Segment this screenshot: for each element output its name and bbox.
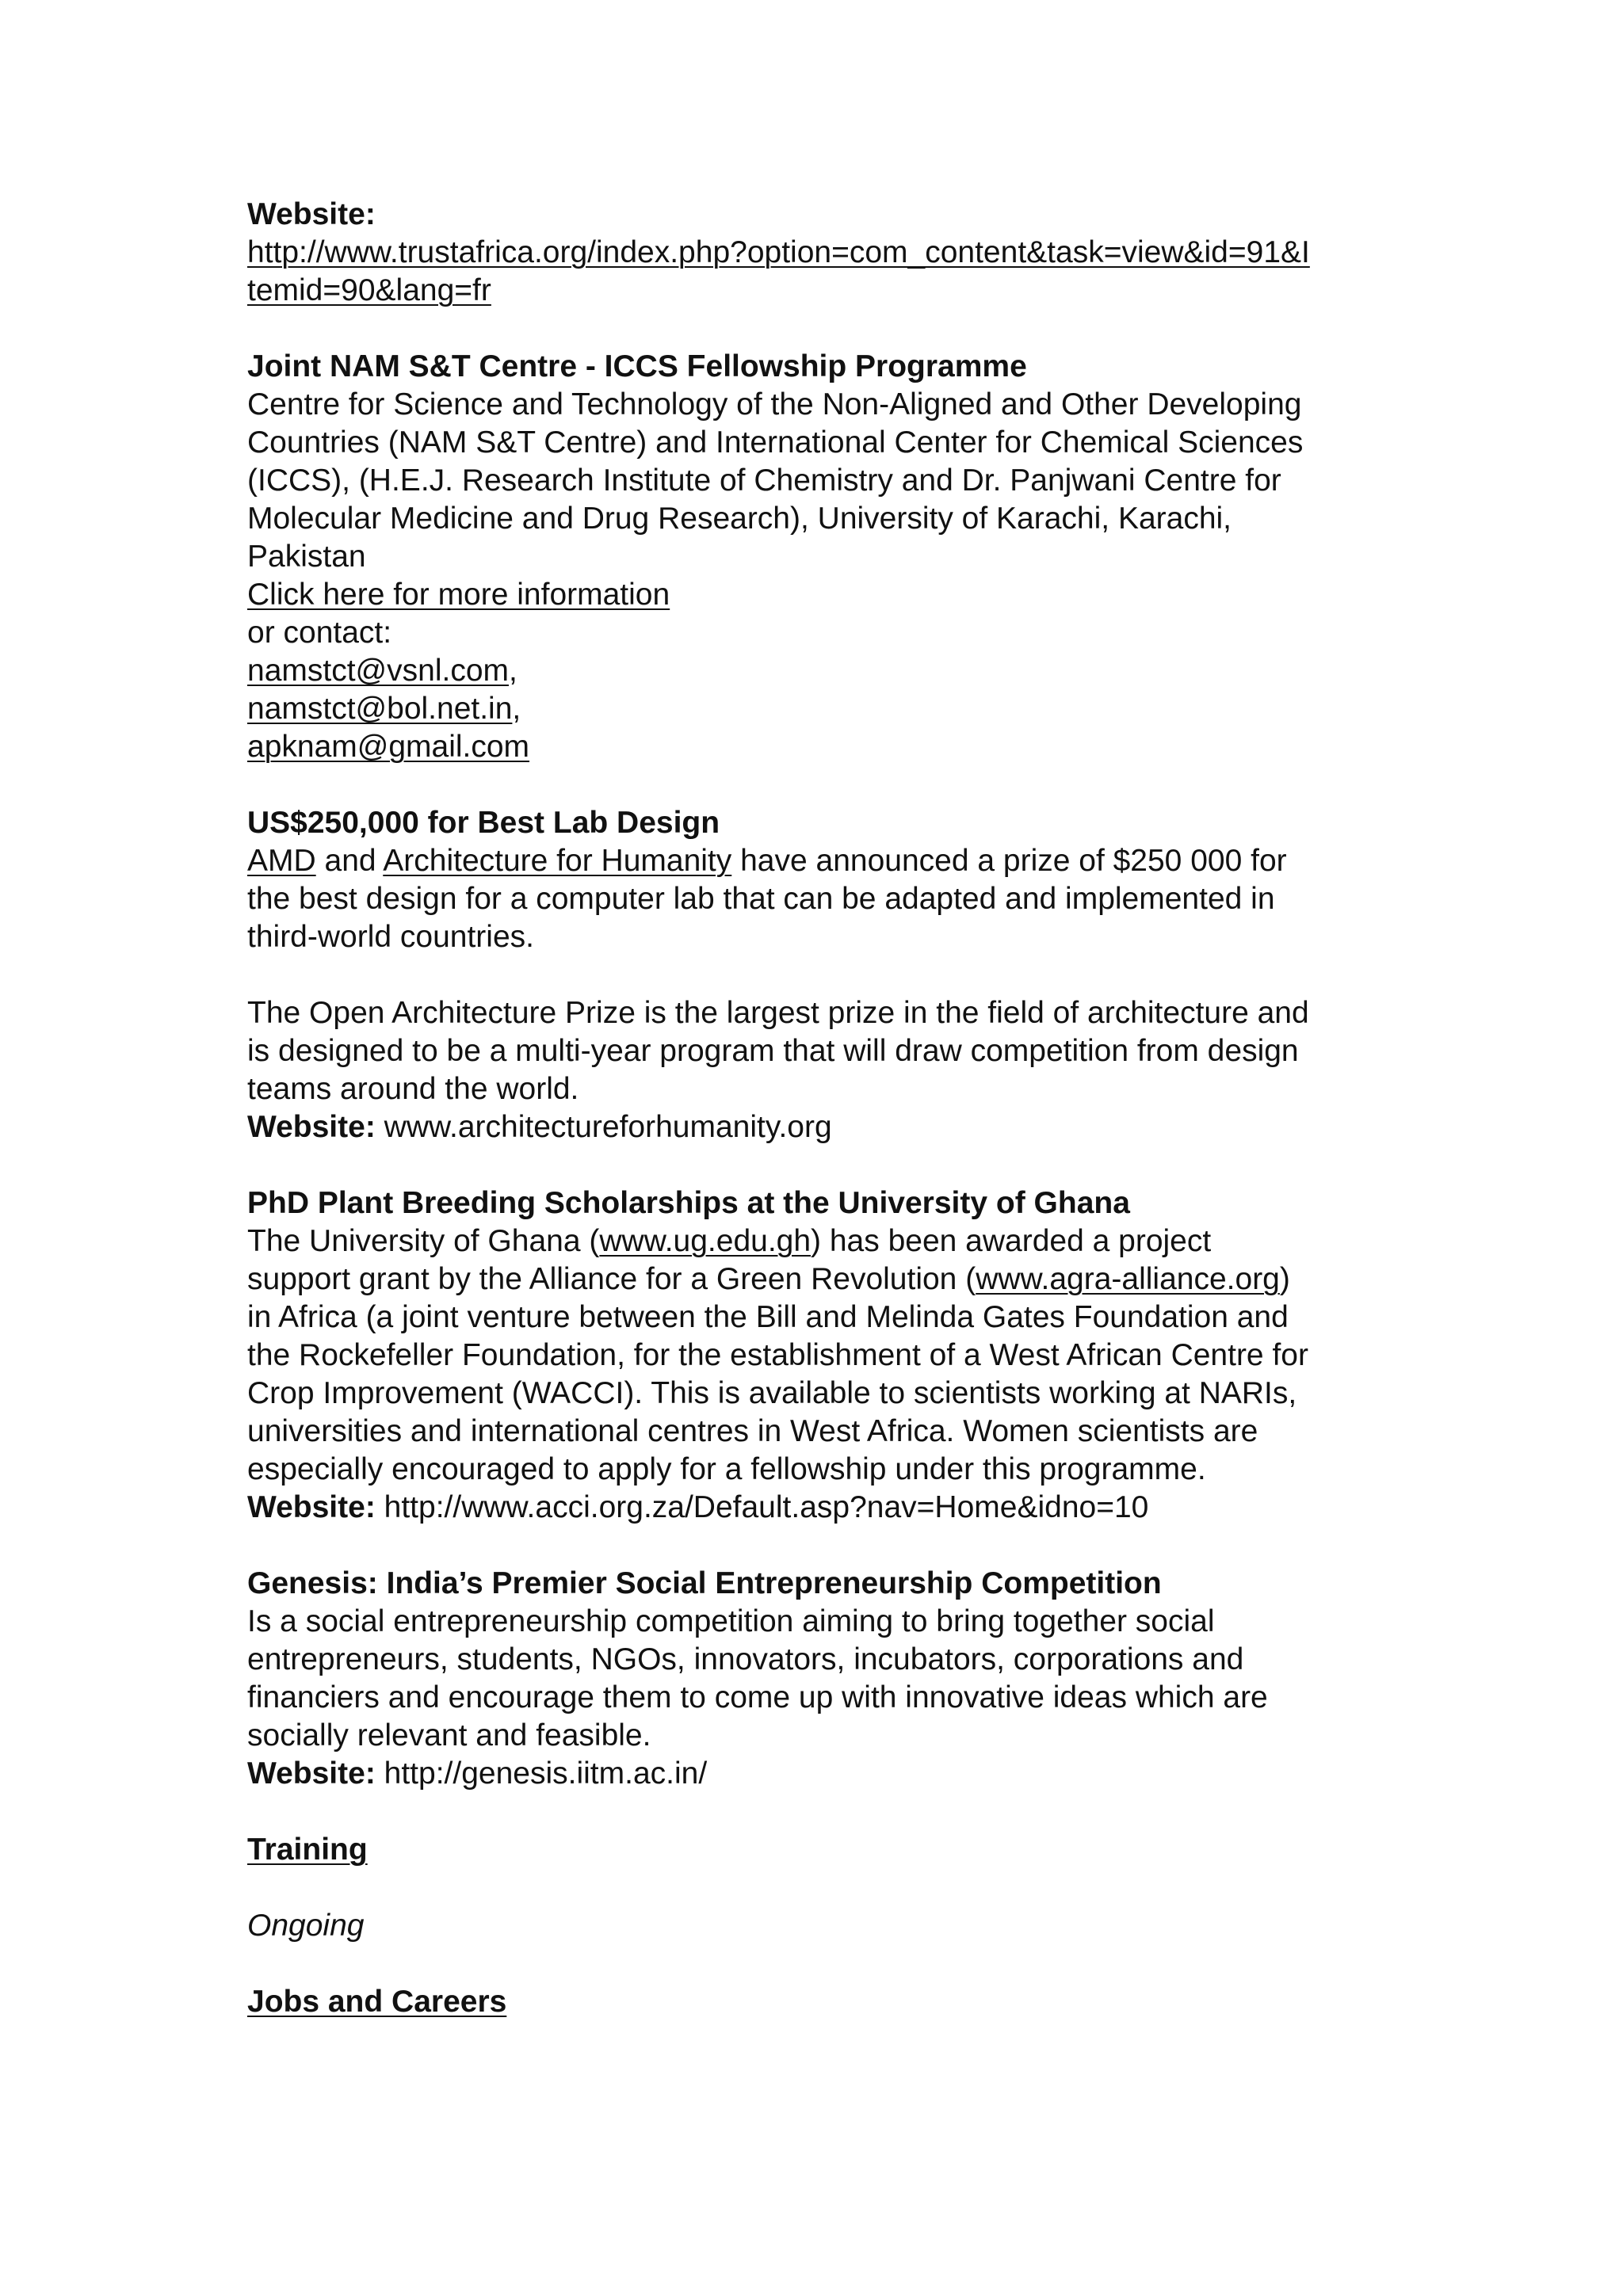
- ghana-text: ) has been awarded a project: [811, 1224, 1212, 1258]
- prize-text-line: teams around the world.: [247, 1072, 579, 1106]
- website-label: Website:: [247, 1110, 376, 1144]
- lab-design-title: US$250,000 for Best Lab Design: [247, 806, 720, 840]
- genesis-text-line: Is a social entrepreneurship competition aiming to bring together social: [247, 1604, 1215, 1638]
- spacer: [247, 956, 1404, 994]
- lab-design-section: [247, 804, 1404, 956]
- comma: ,: [509, 654, 517, 688]
- lab-text: have announced a prize of $250 000 for: [731, 844, 1287, 878]
- spacer: [247, 310, 1404, 348]
- more-info-link[interactable]: Click here for more information: [247, 578, 670, 612]
- trustafrica-url-line2[interactable]: temid=90&lang=fr: [247, 273, 491, 307]
- ghana-text: The University of Ghana (: [247, 1224, 600, 1258]
- nam-text-line: Countries (NAM S&T Centre) and International Center for Chemical Sciences: [247, 425, 1304, 460]
- ghana-text-line: universities and international centres in West Africa. Women scientists are: [247, 1414, 1258, 1448]
- spacer: [247, 1146, 1404, 1184]
- email-link-gmail[interactable]: apknam@gmail.com: [247, 730, 530, 764]
- lab-text-line: third-world countries.: [247, 920, 534, 954]
- jobs-section: [247, 1983, 1404, 2021]
- lab-text: and: [315, 844, 384, 878]
- ghana-text-line: in Africa (a joint venture between the Bill and Melinda Gates Foundation and: [247, 1300, 1289, 1334]
- training-status-block: [247, 1907, 1404, 1945]
- ghana-text: ): [1279, 1262, 1290, 1296]
- ghana-section: [247, 1184, 1404, 1527]
- nam-text-line: Centre for Science and Technology of the Non-Aligned and Other Developing: [247, 387, 1302, 421]
- nam-section: [247, 348, 1404, 766]
- trustafrica-website-block: [247, 196, 1404, 310]
- nam-text-line: Pakistan: [247, 540, 366, 574]
- ghana-text-line: especially encouraged to apply for a fellowship under this programme.: [247, 1452, 1206, 1486]
- training-status: Ongoing: [247, 1909, 365, 1943]
- lab-text-line: the best design for a computer lab that can be adapted and implemented in: [247, 882, 1275, 916]
- website-label: Website:: [247, 197, 376, 231]
- spacer: [247, 1869, 1404, 1907]
- training-heading: Training: [247, 1833, 368, 1867]
- website-label: Website:: [247, 1490, 376, 1524]
- genesis-text-line: financiers and encourage them to come up with innovative ideas which are: [247, 1680, 1268, 1714]
- genesis-text-line: socially relevant and feasible.: [247, 1718, 651, 1753]
- amd-link[interactable]: AMD: [247, 844, 316, 878]
- spacer: [247, 766, 1404, 804]
- acci-website: http://www.acci.org.za/Default.asp?nav=Home&idno=10: [375, 1490, 1149, 1524]
- genesis-website: http://genesis.iitm.ac.in/: [375, 1756, 708, 1791]
- agra-alliance-link[interactable]: www.agra-alliance.org: [976, 1262, 1280, 1296]
- architecture-website: www.architectureforhumanity.org: [375, 1110, 832, 1144]
- genesis-text-line: entrepreneurs, students, NGOs, innovators, incubators, corporations and: [247, 1642, 1244, 1676]
- comma: ,: [512, 692, 521, 726]
- training-section: [247, 1831, 1404, 1869]
- nam-text-line: Molecular Medicine and Drug Research), University of Karachi, Karachi,: [247, 502, 1232, 536]
- nam-text-line: (ICCS), (H.E.J. Research Institute of Chemistry and Dr. Panjwani Centre for: [247, 463, 1281, 498]
- ghana-text: support grant by the Alliance for a Green Revolution (: [247, 1262, 976, 1296]
- ug-edu-link[interactable]: www.ug.edu.gh: [599, 1224, 812, 1258]
- ghana-title: PhD Plant Breeding Scholarships at the University of Ghana: [247, 1186, 1130, 1220]
- document-page: [247, 196, 1404, 2021]
- trustafrica-url-line1[interactable]: http://www.trustafrica.org/index.php?option=com_content&task=view&id=91&I: [247, 235, 1310, 269]
- spacer: [247, 1945, 1404, 1983]
- or-contact-text: or contact:: [247, 616, 392, 650]
- email-link-bol[interactable]: namstct@bol.net.in: [247, 692, 513, 726]
- genesis-section: [247, 1565, 1404, 1793]
- website-label: Website:: [247, 1756, 376, 1791]
- jobs-heading: Jobs and Careers: [247, 1985, 507, 2019]
- architecture-for-humanity-link[interactable]: Architecture for Humanity: [383, 844, 732, 878]
- genesis-title: Genesis: India’s Premier Social Entrepreneurship Competition: [247, 1566, 1162, 1600]
- nam-title: Joint NAM S&T Centre - ICCS Fellowship Programme: [247, 349, 1027, 383]
- email-link-vsnl[interactable]: namstct@vsnl.com: [247, 654, 509, 688]
- ghana-text-line: Crop Improvement (WACCI). This is available to scientists working at NARIs,: [247, 1376, 1297, 1410]
- prize-text-line: The Open Architecture Prize is the largest prize in the field of architecture and: [247, 996, 1309, 1030]
- open-architecture-paragraph: [247, 994, 1404, 1146]
- spacer: [247, 1527, 1404, 1565]
- spacer: [247, 1793, 1404, 1831]
- prize-text-line: is designed to be a multi-year program that will draw competition from design: [247, 1034, 1299, 1068]
- ghana-text-line: the Rockefeller Foundation, for the establishment of a West African Centre for: [247, 1338, 1308, 1372]
